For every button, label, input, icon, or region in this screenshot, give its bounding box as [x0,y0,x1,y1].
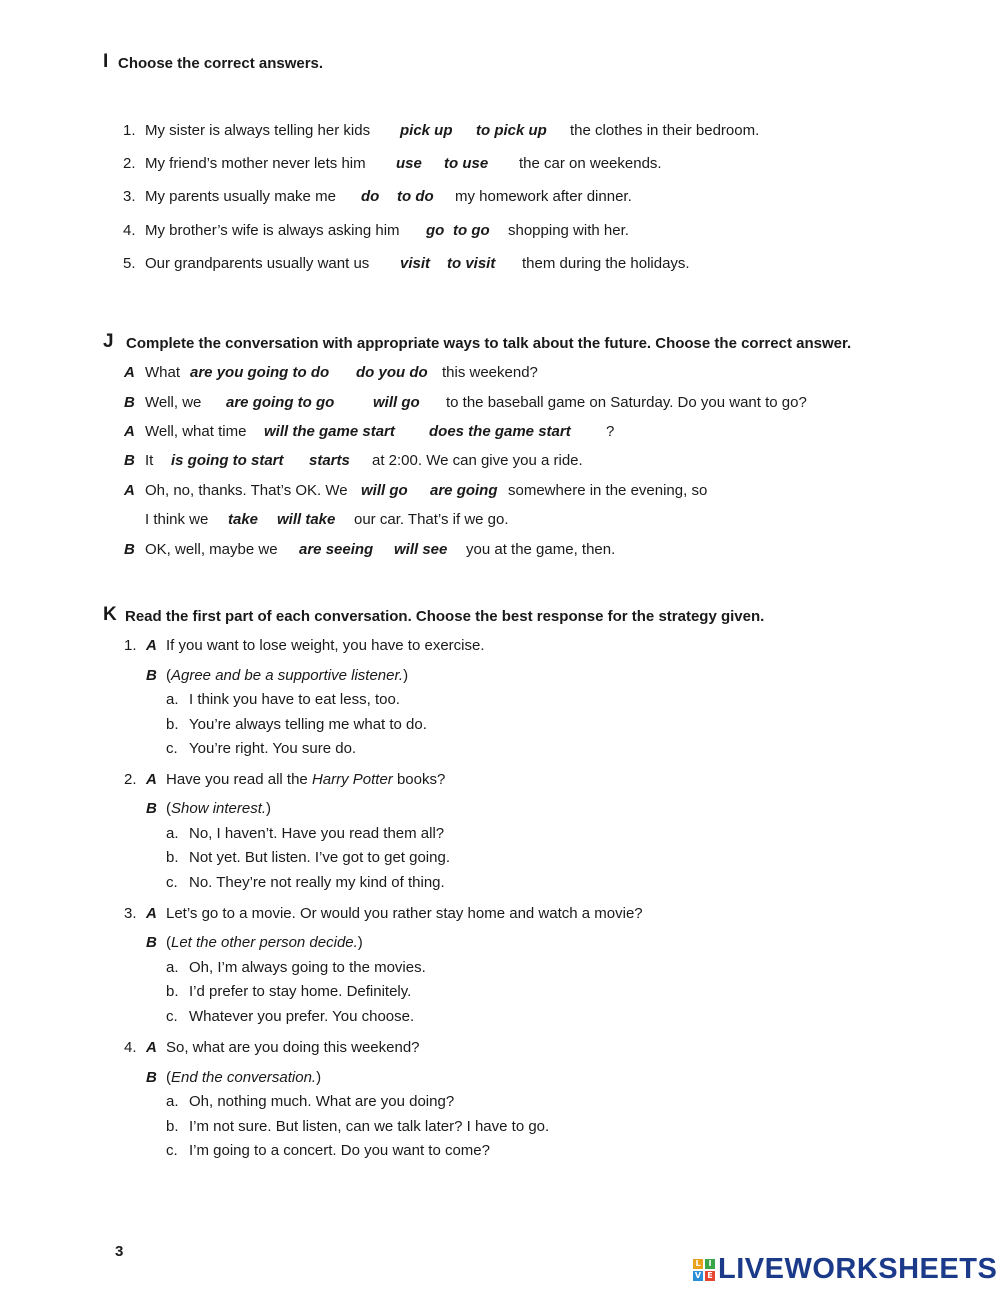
speaker-label: A [124,423,135,440]
item-text-after: shopping with her. [508,222,629,239]
line-text-before: Well, we [145,394,202,411]
option-2[interactable]: to go [453,222,490,239]
choice-option[interactable]: No. They’re not really my kind of thing. [189,874,445,891]
option-1[interactable]: take [228,511,259,528]
item-text-after: the car on weekends. [519,155,662,172]
line-text-after: to the baseball game on Saturday. Do you want to go? [446,394,807,411]
item-text-after: the clothes in their bedroom. [570,122,760,139]
item-text-before: Our grandparents usually want us [145,255,370,272]
speaker-a-line: Let’s go to a movie. Or would you rather stay home and watch a movie? [166,905,643,922]
logo-text: LIVEWORKSHEETS [718,1253,998,1285]
line-text-before: Oh, no, thanks. That’s OK. We [145,482,348,499]
choice-letter: c. [166,1142,178,1159]
choice-option[interactable]: I’m not sure. But listen, can we talk later? I have to go. [189,1118,550,1135]
item-number: 2. [123,155,136,172]
option-2[interactable]: to use [444,155,489,172]
option-1[interactable]: do [361,188,380,205]
item-number: 2. [124,771,137,788]
item-text-before: My brother’s wife is always asking him [145,222,400,239]
choice-letter: c. [166,740,178,757]
logo-mark-icon [693,1259,715,1281]
line-text-after: our car. That’s if we go. [354,511,509,528]
item-text-after: them during the holidays. [522,255,690,272]
item-number: 4. [124,1039,137,1056]
strategy-hint: (Agree and be a supportive listener.) [166,667,409,684]
book-title: Harry Potter [311,771,393,788]
option-2[interactable]: does the game start [429,423,571,440]
section-j-letter: J [103,331,114,352]
choice-option[interactable]: Not yet. But listen. I’ve got to get going. [189,849,450,866]
strategy-hint: (Show interest.) [166,800,272,817]
item-text-before: My parents usually make me [145,188,336,205]
strategy-text: End the conversation. [171,1069,317,1086]
speaker-a-label: A [146,637,157,654]
choice-option[interactable]: You’re always telling me what to do. [189,716,427,733]
speaker-label: B [124,394,135,411]
speaker-a-line: If you want to lose weight, you have to exercise. [166,637,485,654]
strategy-text: Show interest. [171,800,267,817]
item-text-before: My sister is always telling her kids [145,122,371,139]
option-1[interactable]: go [426,222,445,239]
logo-mark-tile: L [693,1259,703,1269]
item-number: 3. [123,188,136,205]
option-2[interactable]: to do [397,188,434,205]
item-text-before: My friend’s mother never lets him [145,155,366,172]
speaker-label: B [124,541,135,558]
logo-mark-tile: I [705,1259,715,1269]
option-1[interactable]: will the game start [264,423,395,440]
strategy-text: Let the other person decide. [171,934,358,951]
option-2[interactable]: will see [394,541,448,558]
line-text-after: this weekend? [442,364,538,381]
speaker-a-line: So, what are you doing this weekend? [166,1039,420,1056]
speaker-a-label: A [146,1039,157,1056]
choice-option[interactable]: Oh, nothing much. What are you doing? [189,1093,455,1110]
item-number: 4. [123,222,136,239]
option-2[interactable]: to visit [447,255,496,272]
line-text-before: It [145,452,154,469]
choice-option[interactable]: You’re right. You sure do. [189,740,357,757]
option-2[interactable]: will go [373,394,420,411]
strategy-text: Agree and be a supportive listener. [171,667,404,684]
choice-letter: c. [166,874,178,891]
item-number: 5. [123,255,136,272]
line-text-after: you at the game, then. [466,541,616,558]
strategy-hint: (Let the other person decide.) [166,934,363,951]
choice-letter: a. [166,825,179,842]
section-j-instruction: Complete the conversation with appropriate ways to talk about the future. Choose the correct answer. [126,335,852,352]
page-number: 3 [115,1243,124,1260]
line-text-after: ? [606,423,615,440]
choice-letter: b. [166,983,179,1000]
option-2[interactable]: will take [277,511,336,528]
choice-option[interactable]: No, I haven’t. Have you read them all? [189,825,445,842]
line-text-before: I think we [145,511,209,528]
section-k-letter: K [103,604,117,625]
line-text-before: What [145,364,181,381]
option-2[interactable]: are going [430,482,498,499]
line-text-after: somewhere in the evening, so [508,482,708,499]
choice-letter: a. [166,691,179,708]
speaker-a-line-end: books? [396,771,446,788]
option-1[interactable]: pick up [400,122,453,139]
choice-option[interactable]: I’m going to a concert. Do you want to come? [189,1142,490,1159]
choice-option[interactable]: Oh, I’m always going to the movies. [189,959,426,976]
option-1[interactable]: are you going to do [190,364,330,381]
section-i-letter: I [103,51,109,72]
speaker-b-label: B [146,800,157,817]
option-1[interactable]: visit [400,255,431,272]
option-1[interactable]: are going to go [226,394,335,411]
strategy-hint: (End the conversation.) [166,1069,322,1086]
section-i-instruction: Choose the correct answers. [118,55,324,72]
option-2[interactable]: to pick up [476,122,547,139]
option-2[interactable]: do you do [356,364,428,381]
choice-letter: b. [166,1118,179,1135]
option-1[interactable]: will go [361,482,408,499]
speaker-b-label: B [146,934,157,951]
choice-letter: b. [166,716,179,733]
option-1[interactable]: are seeing [299,541,374,558]
item-number: 1. [124,637,137,654]
logo-mark-tile: E [705,1271,715,1281]
speaker-label: A [124,482,135,499]
speaker-label: B [124,452,135,469]
choice-letter: a. [166,959,179,976]
speaker-label: A [124,364,135,381]
choice-option[interactable]: I’d prefer to stay home. Definitely. [189,983,412,1000]
line-text-before: OK, well, maybe we [145,541,278,558]
logo-mark-tile: V [694,1271,702,1280]
choice-letter: b. [166,849,179,866]
liveworksheets-logo [693,1253,997,1286]
speaker-a-label: A [146,905,157,922]
speaker-a-label: A [146,771,157,788]
item-number: 1. [123,122,136,139]
choice-option[interactable]: Whatever you prefer. You choose. [189,1008,415,1025]
choice-letter: a. [166,1093,179,1110]
speaker-b-label: B [146,667,157,684]
option-1[interactable]: use [396,155,422,172]
speaker-b-label: B [146,1069,157,1086]
item-text-after: my homework after dinner. [455,188,632,205]
speaker-a-line-start: Have you read all the [166,771,308,788]
choice-letter: c. [166,1008,178,1025]
choice-option[interactable]: I think you have to eat less, too. [189,691,400,708]
item-number: 3. [124,905,137,922]
speaker-a-line [166,771,445,788]
option-1[interactable]: is going to start [171,452,284,469]
line-text-after: at 2:00. We can give you a ride. [372,452,583,469]
option-2[interactable]: starts [309,452,350,469]
section-k-instruction: Read the first part of each conversation. Choose the best response for the strategy given. [125,608,765,625]
line-text-before: Well, what time [145,423,247,440]
